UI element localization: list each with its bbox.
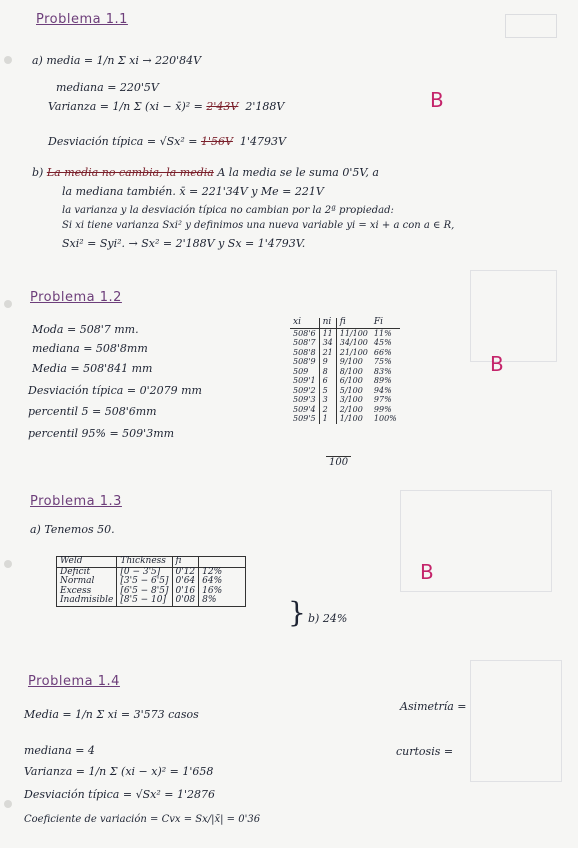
table-row (290, 386, 400, 396)
cell: 2/100 (339, 404, 363, 414)
cell: 100% (373, 414, 397, 423)
p12-mediana: mediana = 508'8mm (32, 342, 148, 355)
cell: 509'3 (290, 395, 319, 405)
col-header: Fi (371, 318, 400, 328)
cell: 2 (319, 405, 336, 415)
p14-desviacion: Desviación típica = √Sx² = 1'2876 (24, 788, 215, 801)
cell: [6'5 − 8'5] (117, 587, 172, 597)
p12-frequency-table (290, 318, 400, 424)
cell: 89% (373, 376, 392, 385)
p11-desviacion-label: Desviación típica = √Sx² = (48, 135, 198, 148)
binding-holes (0, 0, 22, 848)
cell: 509 (290, 367, 319, 377)
cell: Excess (57, 587, 117, 597)
table-header-row (57, 557, 246, 568)
cell: 509'5 (290, 414, 319, 424)
problem-1-2-title: Problema 1.2 (30, 290, 122, 305)
cell: 66% (373, 347, 392, 357)
cell: 509'2 (290, 386, 319, 396)
cell: Normal (57, 577, 117, 587)
p11-b-line5: Sxi² = Syi². → Sx² = 2'188V y Sx = 1'4793V. (62, 237, 306, 250)
p13-weld-table (56, 556, 246, 607)
cell: 6 (319, 376, 336, 386)
p11-varianza-label: Varianza = 1/n Σ (xi − x̄)² = (48, 100, 203, 113)
table-header-row (290, 318, 400, 328)
table-row (290, 338, 400, 348)
cell: 6/100 (339, 376, 363, 385)
p11-mediana: mediana = 220'5V (56, 81, 159, 94)
table-row (290, 328, 400, 338)
p14-curtosis: curtosis = (396, 745, 454, 758)
col-header: fi (172, 557, 199, 568)
cell: 0'08 (172, 596, 199, 606)
table-row (290, 357, 400, 367)
p11-varianza-crossed: 2'43V (206, 100, 239, 113)
cell: 3 (319, 395, 336, 405)
p14-coeficiente: Coeficiente de variación = Cvx = Sx/|x̄| = 0'36 (24, 814, 261, 825)
table-row (290, 405, 400, 415)
cell: 8% (199, 596, 246, 606)
p11-b-label: b) (32, 166, 44, 179)
p14-varianza: Varianza = 1/n Σ (xi − x)² = 1'658 (24, 765, 214, 778)
p13-b: b) 24% (308, 612, 348, 625)
cell: [8'5 − 10] (117, 596, 172, 606)
table-row (290, 414, 400, 424)
p12-percentil-5: percentil 5 = 508'6mm (28, 405, 157, 418)
cell: 1/100 (339, 414, 363, 423)
brace-symbol: } (288, 596, 306, 629)
cell: 34/100 (339, 338, 368, 347)
p11-desviacion-crossed: 1'56V (200, 135, 233, 148)
p14-asimetria: Asimetría = (400, 700, 467, 713)
cell: 21 (319, 348, 336, 358)
cell: 12% (199, 567, 246, 577)
p11-desviacion-value: 1'4793V (239, 135, 286, 148)
col-header: fi (336, 318, 371, 328)
col-header: ni (319, 318, 336, 328)
problem-1-4-title: Problema 1.4 (28, 674, 120, 689)
cell: 508'7 (290, 338, 319, 348)
cell: 11 (319, 328, 336, 338)
p12-total: 100 (326, 456, 351, 468)
p14-mediana: mediana = 4 (24, 744, 95, 757)
col-header: xi (290, 318, 319, 328)
cell: 5/100 (339, 385, 363, 395)
cell: 3/100 (339, 395, 363, 404)
table-row (57, 596, 246, 606)
cell: 508'9 (290, 357, 319, 367)
binding-hole (4, 560, 12, 568)
p11-media: a) media = 1/n Σ xi → 220'84V (32, 54, 202, 67)
binding-hole (4, 56, 12, 64)
bleed-through-mark (505, 14, 557, 38)
p12-desviacion: Desviación típica = 0'2079 mm (28, 384, 202, 397)
cell: 64% (199, 577, 246, 587)
cell: 83% (373, 366, 392, 376)
cell: 34 (319, 338, 336, 348)
cell: 0'12 (172, 567, 199, 577)
p14-media: Media = 1/n Σ xi = 3'573 casos (24, 708, 199, 721)
cell: 1 (319, 414, 336, 424)
problem-1-1-title: Problema 1.1 (36, 12, 128, 27)
cell: 509'1 (290, 376, 319, 386)
table-row (290, 348, 400, 358)
p11-b-text: A la media se le suma 0'5V, a (217, 166, 379, 179)
cell: 508'6 (290, 328, 319, 338)
problem-1-3-title: Problema 1.3 (30, 494, 122, 509)
cell: 8/100 (339, 366, 363, 376)
cell: Inadmisible (57, 596, 117, 606)
grade-mark: B (420, 560, 434, 584)
cell: 9/100 (339, 357, 363, 366)
cell: 16% (199, 587, 246, 597)
p11-b-crossed: La media no cambia, la media (46, 166, 214, 179)
cell: Deficit (57, 567, 117, 577)
p11-b-line4: Si xi tiene varianza Sxi² y definimos una nueva variable yi = xi + a con a ∈ R, (62, 220, 455, 231)
cell: 97% (373, 395, 392, 404)
cell: 0'64 (172, 577, 199, 587)
cell: 0'16 (172, 587, 199, 597)
col-header: Weld (57, 557, 117, 568)
cell: 509'4 (290, 405, 319, 415)
grade-mark: B (430, 88, 444, 112)
p12-moda: Moda = 508'7 mm. (32, 323, 139, 336)
cell: 99% (373, 404, 392, 414)
p11-b-line3: la varianza y la desviación típica no cambian por la 2ª propiedad: (62, 205, 394, 216)
col-header: Thickness (117, 557, 172, 568)
p11-b-line1 (32, 166, 379, 179)
table-row (290, 395, 400, 405)
p11-varianza-value: 2'188V (245, 100, 285, 113)
cell: 94% (373, 385, 392, 395)
col-header (199, 557, 246, 568)
p11-varianza (48, 100, 284, 113)
table-row (290, 376, 400, 386)
cell: [0 − 3'5] (117, 567, 172, 577)
cell: 8 (319, 367, 336, 377)
cell: 9 (319, 357, 336, 367)
cell: 45% (373, 338, 392, 347)
p13-a: a) Tenemos 50. (30, 523, 115, 536)
binding-hole (4, 300, 12, 308)
cell: [3'5 − 6'5] (117, 577, 172, 587)
table-row (290, 367, 400, 377)
cell: 11% (373, 328, 392, 338)
bleed-through-mark (470, 660, 562, 782)
cell: 11/100 (339, 328, 368, 338)
cell: 5 (319, 386, 336, 396)
p12-media: Media = 508'841 mm (32, 362, 153, 375)
cell: 508'8 (290, 348, 319, 358)
p11-desviacion (48, 135, 286, 148)
cell: 21/100 (339, 347, 368, 357)
binding-hole (4, 800, 12, 808)
cell: 75% (373, 357, 392, 366)
bleed-through-mark (470, 270, 557, 362)
p12-percentil-95: percentil 95% = 509'3mm (28, 427, 175, 440)
grade-mark: B (490, 352, 504, 376)
p11-b-line2: la mediana también. x̄ = 221'34V y Me = 221V (62, 185, 324, 198)
